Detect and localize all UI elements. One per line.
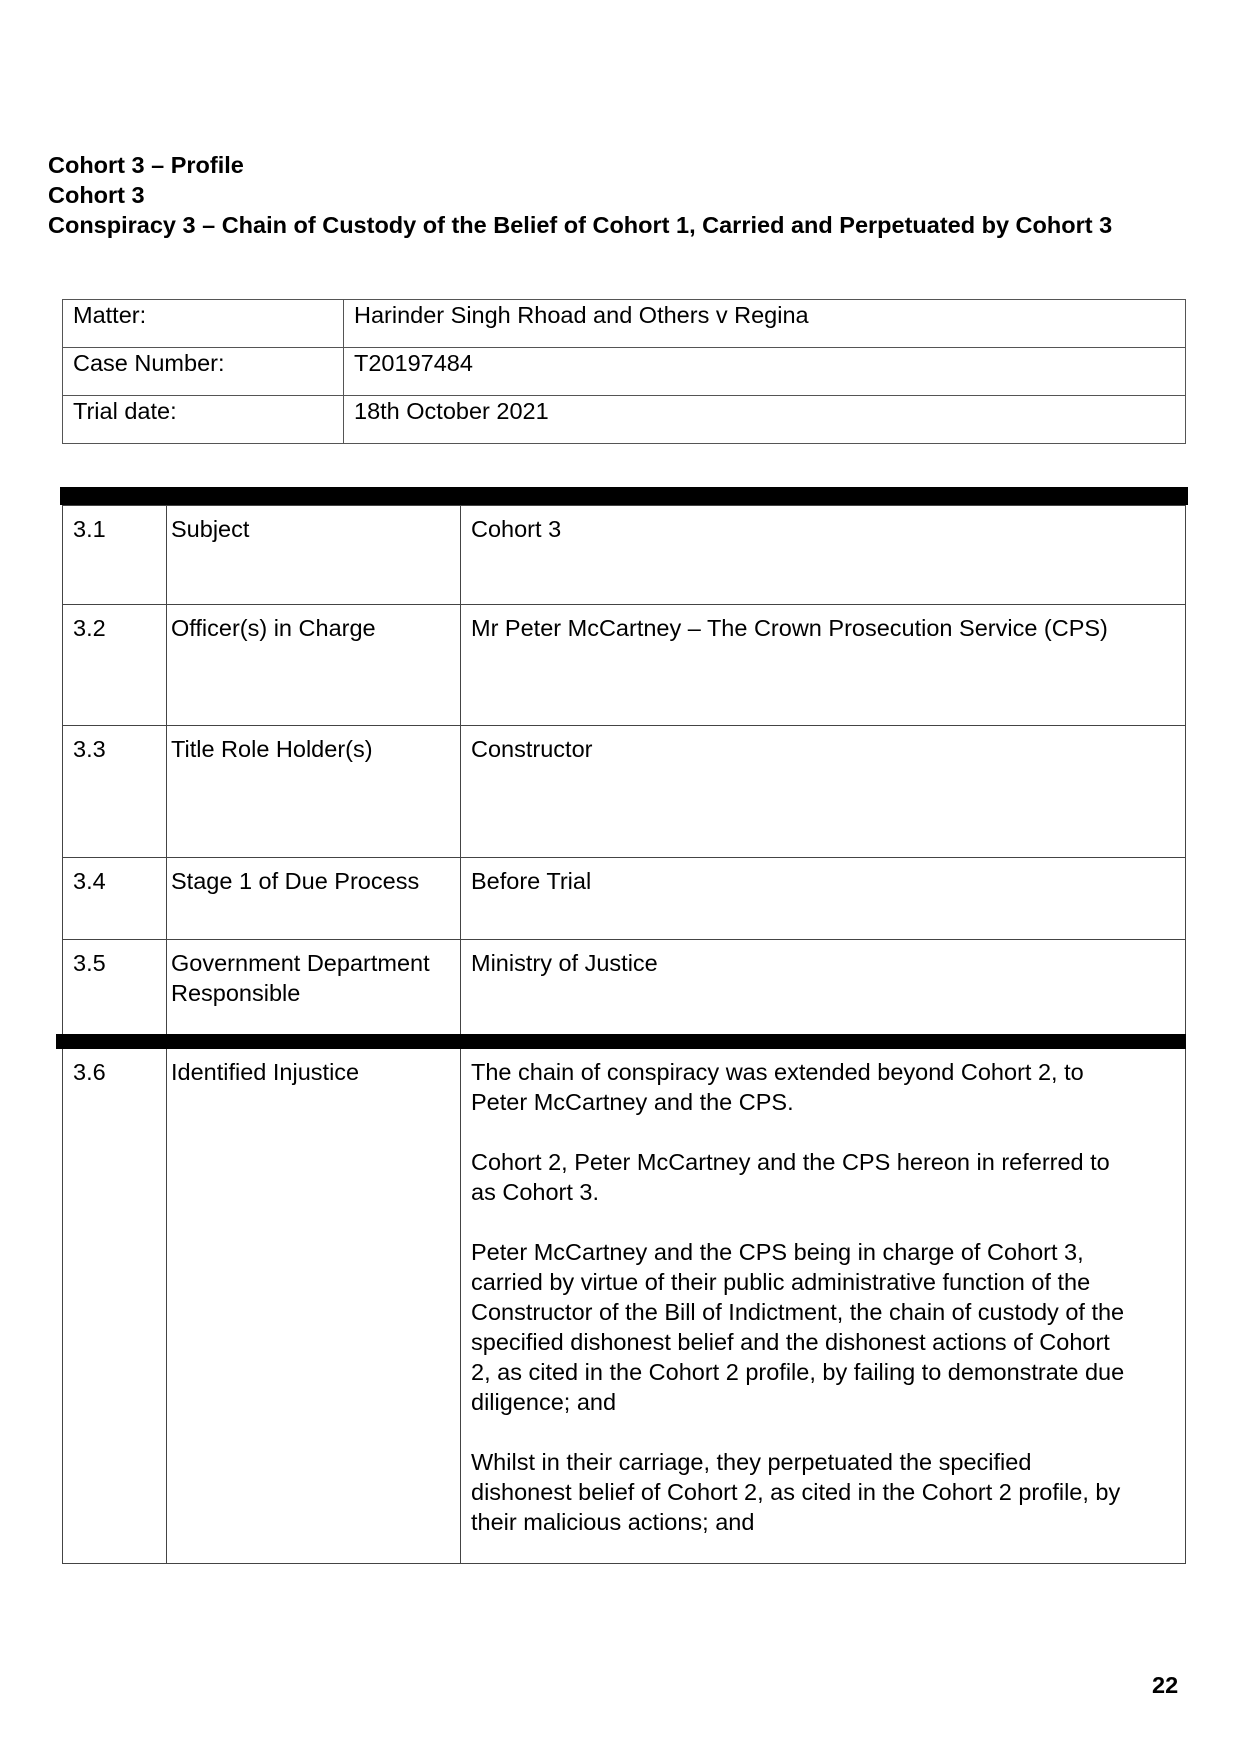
page-number: 22 [1152, 1672, 1179, 1698]
text-line: Cohort 2, Peter McCartney and the CPS hereon in referred to [471, 1149, 1110, 1175]
profile-title: Cohort 3 – Profile [48, 152, 244, 178]
injustice-paragraph [471, 1057, 1175, 1117]
text-line: their malicious actions; and [471, 1509, 755, 1535]
text-line: dishonest belief of Cohort 2, as cited in the Cohort 2 profile, by [471, 1479, 1121, 1505]
row-number: 3.3 [63, 726, 167, 858]
trial-date-label: Trial date: [63, 396, 344, 444]
row-subject: Officer(s) in Charge [167, 605, 461, 726]
matter-value: Harinder Singh Rhoad and Others v Regina [344, 300, 1186, 348]
row-subject: Stage 1 of Due Process [167, 858, 461, 940]
text-line: diligence; and [471, 1389, 617, 1415]
row-subject: Title Role Holder(s) [167, 726, 461, 858]
row-detail: Constructor [461, 726, 1186, 858]
text-line: Peter McCartney and the CPS. [471, 1089, 794, 1115]
matter-table [62, 299, 1186, 444]
row-number: 3.1 [63, 506, 167, 605]
row-number: 3.4 [63, 858, 167, 940]
table-row [63, 1036, 1186, 1564]
document-heading [48, 150, 1208, 240]
text-line: 2, as cited in the Cohort 2 profile, by failing to demonstrate due [471, 1359, 1125, 1385]
text-line: Whilst in their carriage, they perpetuated the specified [471, 1449, 1032, 1475]
table-row [63, 348, 1186, 396]
table-top-divider [60, 487, 1188, 505]
row-detail: Ministry of Justice [461, 940, 1186, 1036]
table-row [63, 940, 1186, 1036]
row-detail [461, 1036, 1186, 1564]
text-line: specified dishonest belief and the dishonest actions of Cohort [471, 1329, 1110, 1355]
text-line: Constructor of the Bill of Indictment, the chain of custody of the [471, 1299, 1125, 1325]
row-subject-line: Responsible [171, 980, 301, 1006]
cohort-title: Cohort 3 [48, 182, 145, 208]
text-line: The chain of conspiracy was extended beyond Cohort 2, to [471, 1059, 1084, 1085]
injustice-paragraph [471, 1447, 1175, 1537]
conspiracy-title: Conspiracy 3 – Chain of Custody of the Belief of Cohort 1, Carried and Perpetuated by Cohort 3 [48, 212, 1113, 238]
table-mid-divider [56, 1034, 1186, 1049]
matter-label: Matter: [63, 300, 344, 348]
row-number: 3.2 [63, 605, 167, 726]
trial-date-value: 18th October 2021 [344, 396, 1186, 444]
case-number-label: Case Number: [63, 348, 344, 396]
row-subject-line: Government Department [171, 950, 430, 976]
row-detail: Before Trial [461, 858, 1186, 940]
row-detail: Mr Peter McCartney – The Crown Prosecution Service (CPS) [461, 605, 1186, 726]
table-row [63, 605, 1186, 726]
injustice-paragraph [471, 1237, 1175, 1417]
table-row [63, 396, 1186, 444]
row-subject: Identified Injustice [167, 1036, 461, 1564]
injustice-paragraph [471, 1147, 1175, 1207]
table-row [63, 858, 1186, 940]
table-row [63, 726, 1186, 858]
row-subject: Subject [167, 506, 461, 605]
row-detail: Cohort 3 [461, 506, 1186, 605]
case-number-value: T20197484 [344, 348, 1186, 396]
row-subject [167, 940, 461, 1036]
text-line: as Cohort 3. [471, 1179, 600, 1205]
text-line: carried by virtue of their public administrative function of the [471, 1269, 1091, 1295]
table-row [63, 506, 1186, 605]
text-line: Peter McCartney and the CPS being in charge of Cohort 3, [471, 1239, 1084, 1265]
row-number: 3.6 [63, 1036, 167, 1564]
table-row [63, 300, 1186, 348]
row-number: 3.5 [63, 940, 167, 1036]
